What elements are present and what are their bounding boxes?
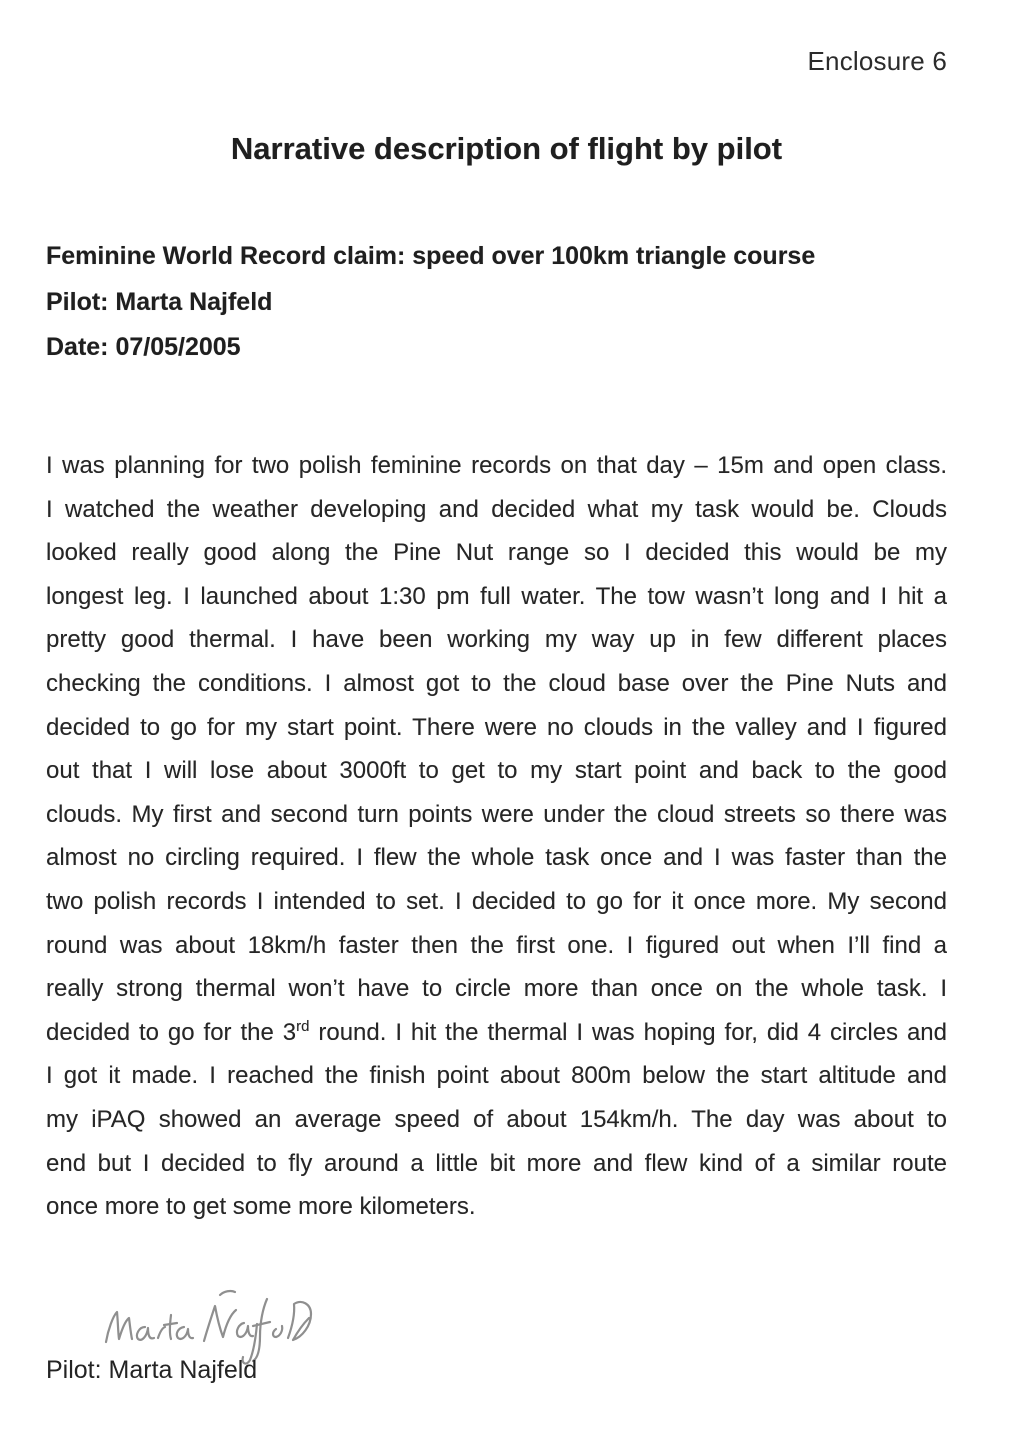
narrative-line: almost no circling required. I flew the whole task once and I was faster than the: [46, 844, 947, 872]
pilot-name-line: Pilot: Marta Najfeld: [46, 287, 273, 316]
record-claim-line: Feminine World Record claim: speed over 100km triangle course: [46, 242, 816, 270]
narrative-line: two polish records I intended to set. I decided to go for it once more. My second: [46, 887, 947, 915]
date-line: Date: 07/05/2005: [46, 333, 241, 361]
narrative-line: out that I will lose about 3000ft to get to my start point and back to the good: [46, 757, 947, 785]
record-claim-block: [46, 234, 946, 371]
signature-caption: Pilot: Marta Najfeld: [46, 1356, 258, 1384]
enclosure-label: Enclosure 6: [807, 46, 947, 76]
document-title: Narrative description of flight by pilot: [230, 131, 783, 166]
narrative-line: decided to go for my start point. There were no clouds in the valley and I figured: [46, 713, 947, 741]
narrative-paragraph: [46, 444, 947, 1229]
narrative-line: I got it made. I reached the finish point about 800m below the start altitude and: [46, 1062, 947, 1090]
narrative-line: looked really good along the Pine Nut range so I decided this would be my: [46, 539, 947, 567]
narrative-line: decided to go for the 3rd round. I hit the thermal I was hoping for, did 4 circles and: [46, 1017, 947, 1046]
narrative-line: my iPAQ showed an average speed of about 154km/h. The day was about to: [46, 1105, 947, 1133]
narrative-line: once more to get some more kilometers.: [46, 1193, 476, 1221]
narrative-line: pretty good thermal. I have been working my way up in few different places: [46, 626, 947, 654]
narrative-line: I was planning for two polish feminine records on that day – 15m and open class.: [46, 452, 947, 479]
narrative-line: round was about 18km/h faster then the first one. I figured out when I’ll find a: [46, 931, 947, 959]
narrative-line: I watched the weather developing and decided what my task would be. Clouds: [46, 495, 947, 523]
narrative-line: checking the conditions. I almost got to the cloud base over the Pine Nuts and: [46, 669, 947, 697]
narrative-line: end but I decided to fly around a little bit more and flew kind of a similar route: [46, 1149, 947, 1177]
narrative-line: clouds. My first and second turn points were under the cloud streets so there was: [46, 800, 947, 828]
narrative-line: longest leg. I launched about 1:30 pm full water. The tow wasn’t long and I hit a: [46, 582, 947, 610]
narrative-line: really strong thermal won’t have to circle more than once on the whole task. I: [46, 975, 947, 1003]
